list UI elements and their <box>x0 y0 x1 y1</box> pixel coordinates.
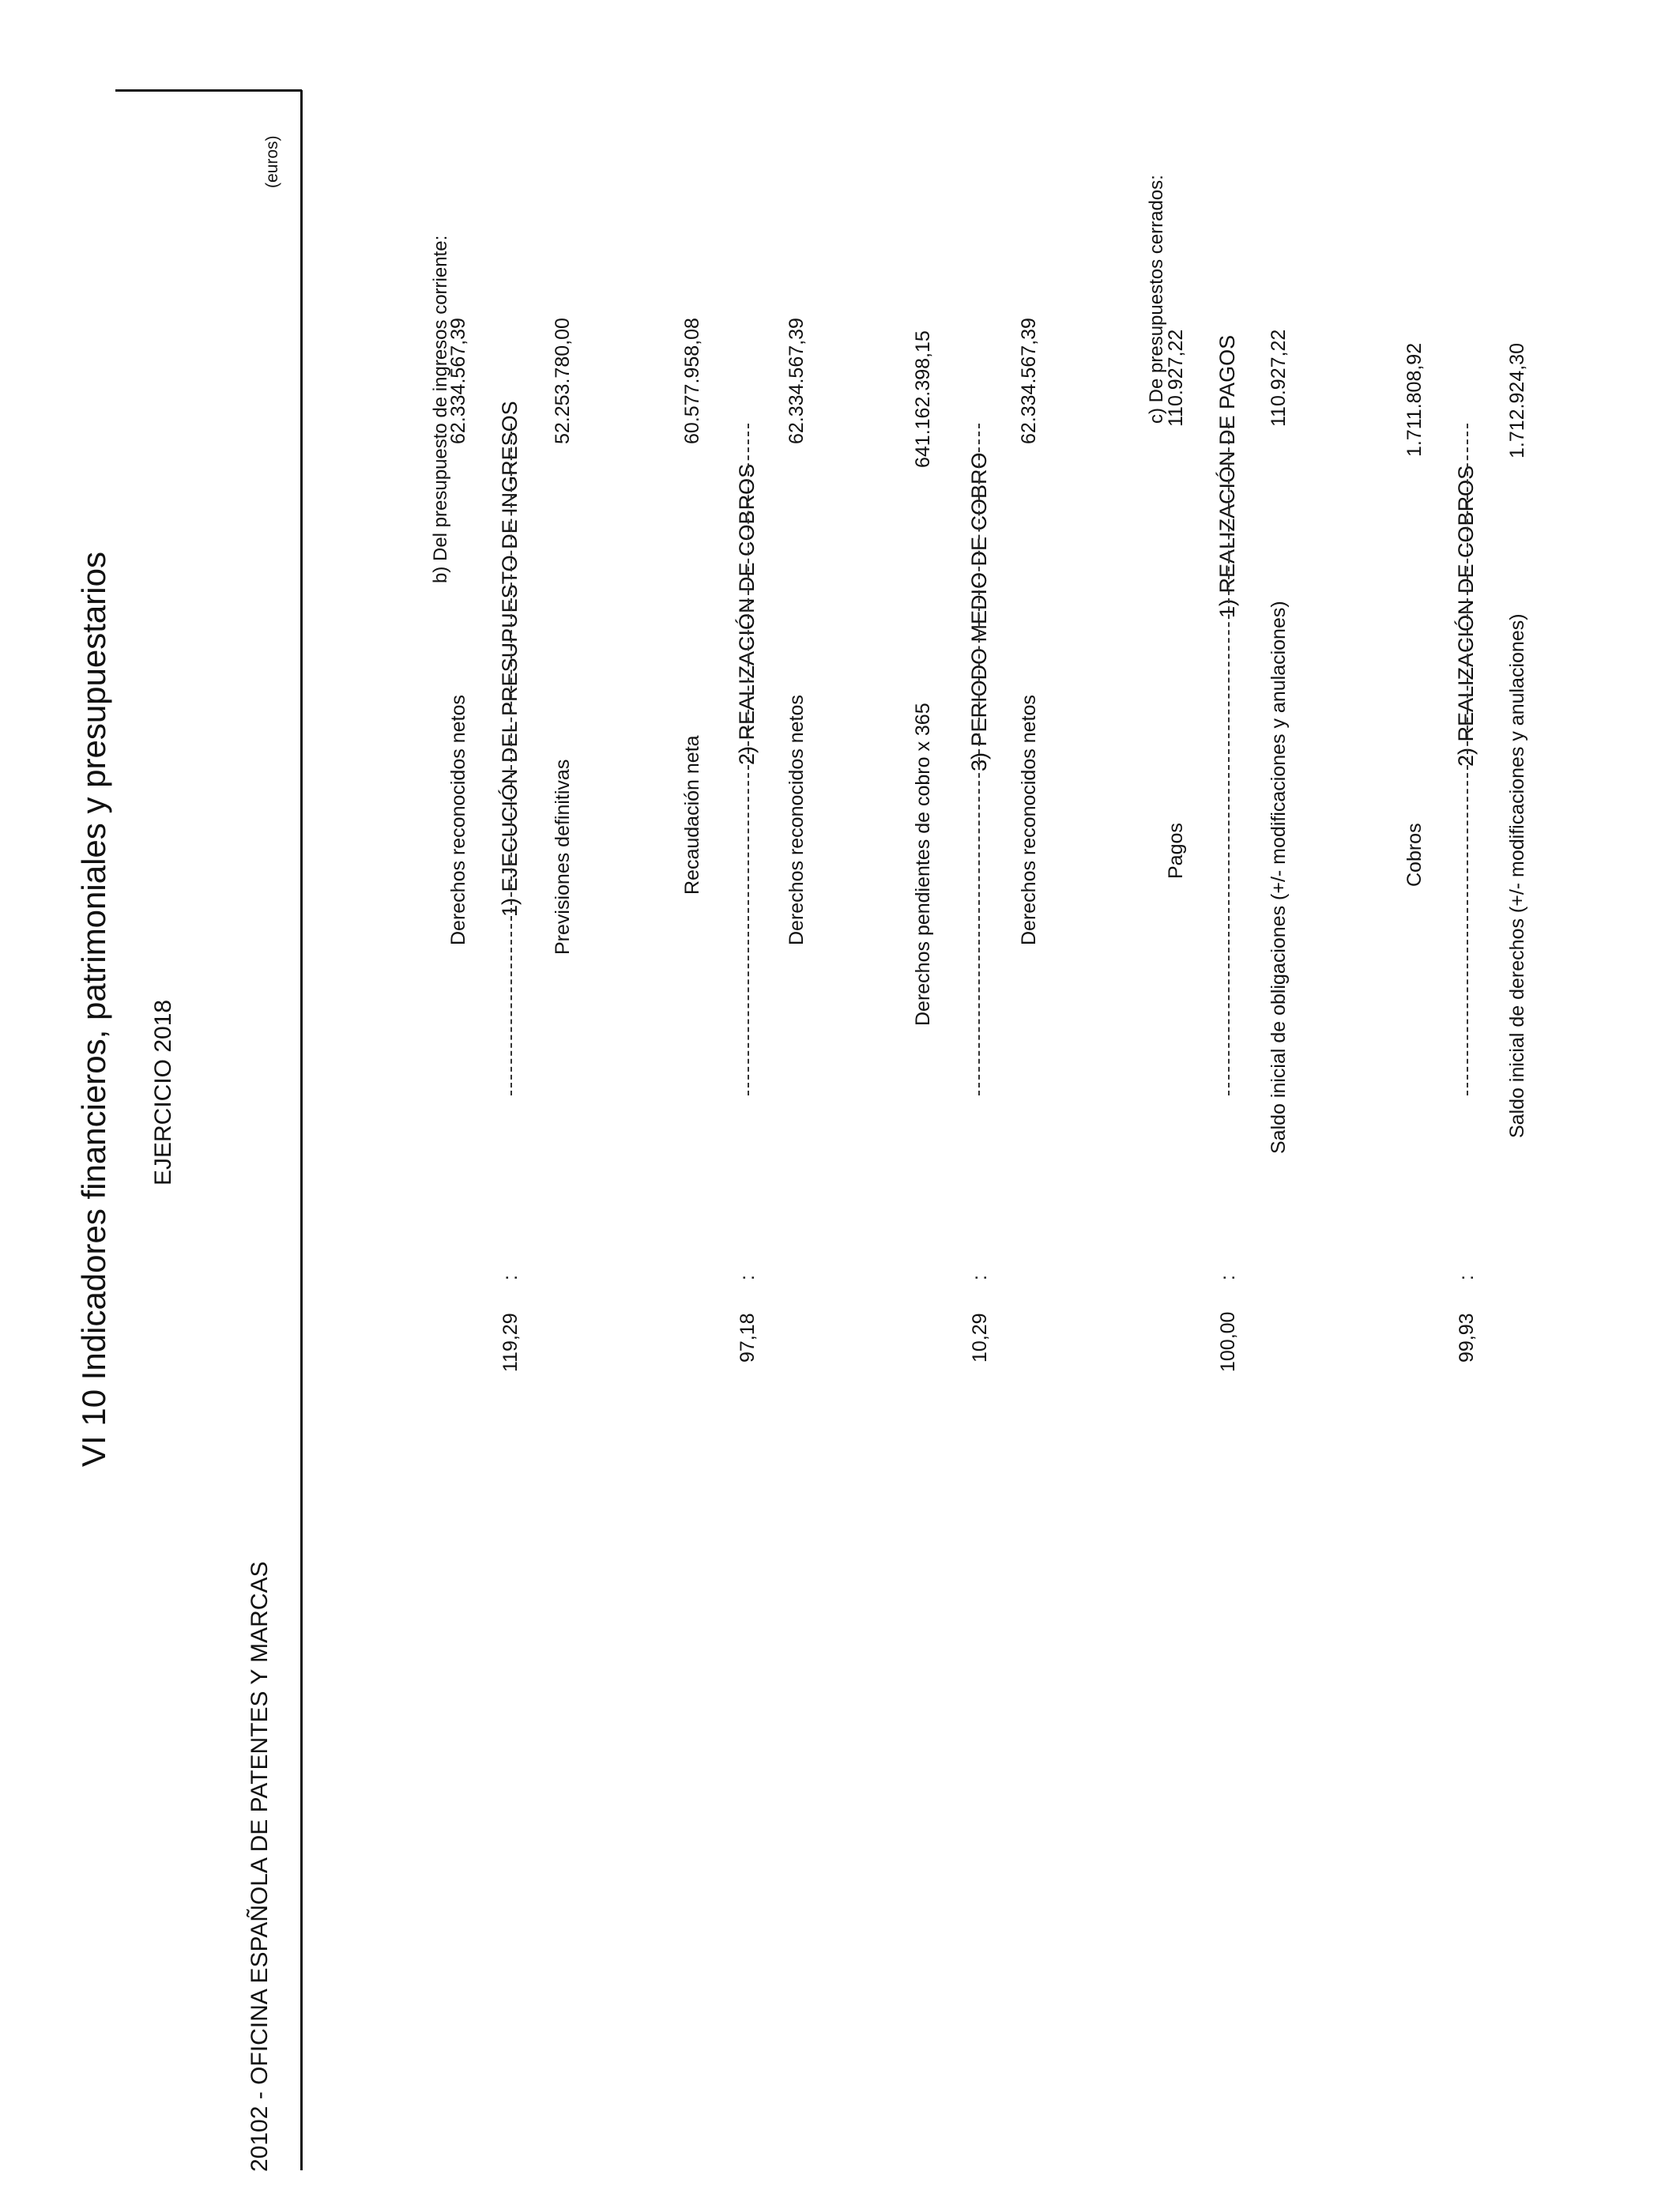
left-vertical-rule <box>300 90 303 2170</box>
fraction-line <box>1228 424 1230 1095</box>
numerator-value: 60.577.958,08 <box>681 318 703 444</box>
numerator-label: Cobros <box>1403 823 1426 887</box>
indicator-colon: : <box>969 1275 991 1280</box>
denominator-value: 1.712.924,30 <box>1506 343 1528 458</box>
indicator-label: 1) EJECUCIÓN DEL PRESUPUESTO DE INGRESOS <box>498 401 522 917</box>
page-title: VI 10 Indicadores financieros, patrimoniales y presupuestarios <box>75 552 112 1467</box>
numerator-value: 62.334.567,39 <box>447 318 469 444</box>
currency-unit-label: (euros) <box>263 135 281 188</box>
numerator-label: Derechos pendientes de cobro x 365 <box>912 703 934 1026</box>
denominator-value: 52.253.780,00 <box>552 318 574 444</box>
indicator-label: 2) REALIZACIÓN DE COBROS <box>735 463 759 765</box>
indicator-label: 1) REALIZACIÓN DE PAGOS <box>1215 334 1239 618</box>
denominator-value: 110.927,22 <box>1268 329 1290 427</box>
denominator-label: Derechos reconocidos netos <box>785 695 808 945</box>
denominator-label: Previsiones definitivas <box>552 759 574 955</box>
numerator-value: 641.162.398,15 <box>912 330 934 468</box>
indicator-colon: : <box>1456 1275 1478 1280</box>
indicator-percent: 100,00 <box>1217 1311 1239 1372</box>
entity-name: 20102 - OFICINA ESPAÑOLA DE PATENTES Y MARCAS <box>247 1561 273 2172</box>
indicator-colon: : <box>736 1275 759 1280</box>
fraction-line <box>510 424 512 1095</box>
numerator-label: Pagos <box>1165 823 1187 879</box>
section-heading-cerrados: c) De presupuestos cerrados: <box>1146 175 1167 424</box>
fraction-line <box>748 424 749 1095</box>
indicator-colon: : <box>499 1275 522 1280</box>
fraction-line <box>1467 424 1468 1095</box>
indicator-percent: 119,29 <box>499 1313 522 1372</box>
fraction-line <box>978 424 980 1095</box>
denominator-label: Derechos reconocidos netos <box>1018 695 1040 945</box>
numerator-label: Recaudación neta <box>681 735 703 895</box>
denominator-value: 62.334.567,39 <box>785 318 808 444</box>
numerator-label: Derechos reconocidos netos <box>447 695 469 945</box>
numerator-value: 1.711.808,92 <box>1403 342 1426 457</box>
header-separator-rule <box>115 89 302 92</box>
indicator-percent: 10,29 <box>969 1313 991 1363</box>
denominator-label: Saldo inicial de derechos (+/- modificaciones y anulaciones) <box>1506 613 1528 1138</box>
indicator-percent: 99,93 <box>1456 1313 1478 1363</box>
section-heading-corriente: b) Del presupuesto de ingresos corriente: <box>430 235 451 583</box>
numerator-value: 110.927,22 <box>1165 329 1187 427</box>
indicator-percent: 97,18 <box>736 1313 759 1363</box>
exercise-label: EJERCICIO 2018 <box>150 999 176 1186</box>
denominator-value: 62.334.567,39 <box>1018 318 1040 444</box>
denominator-label: Saldo inicial de obligaciones (+/- modificaciones y anulaciones) <box>1268 601 1290 1154</box>
indicator-label: 2) REALIZACIÓN DE COBROS <box>1454 465 1478 767</box>
indicator-colon: : <box>1217 1275 1239 1280</box>
indicator-label: 3) PERIODO MEDIO DE COBRO <box>967 452 991 771</box>
